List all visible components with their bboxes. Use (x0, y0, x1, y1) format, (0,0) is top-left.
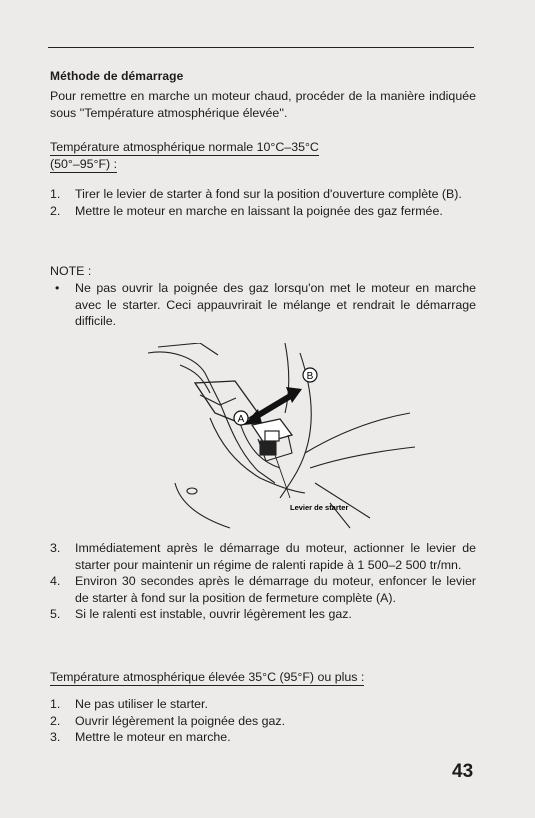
step-number: 4. (50, 574, 61, 588)
high-steps-list (50, 696, 476, 746)
note-label: NOTE : (50, 264, 92, 278)
step-number: 1. (50, 697, 61, 711)
normal-temp-title (50, 139, 319, 172)
label-b: B (306, 371, 314, 382)
list-item (50, 540, 476, 573)
step-text: Immédiatement après le démarrage du moteur, actionner le levier de starter pour maintenir un régime de ralenti rapide à 1 500–2 500 tr/mn. (75, 541, 476, 572)
figure-caption: Levier de starter (290, 503, 349, 512)
normal-temp-title-line1: Température atmosphérique normale 10°C–35°C (50, 140, 319, 154)
top-rule (48, 47, 474, 48)
normal-steps-list (50, 186, 476, 219)
note-bullet-item (50, 280, 476, 330)
page-number: 43 (452, 761, 474, 782)
list-item (50, 186, 476, 203)
list-item (50, 729, 476, 746)
note-text: Ne pas ouvrir la poignée des gaz lorsqu'on met le moteur en marche avec le starter. Ceci appauvrirait le mélange et rendrait le démarrage difficile. (75, 281, 476, 328)
step-text: Tirer le levier de starter à fond sur la position d'ouverture complète (B). (75, 187, 462, 201)
list-item (50, 696, 476, 713)
step-number: 5. (50, 607, 61, 621)
step-text: Ouvrir légèrement la poignée des gaz. (75, 713, 286, 728)
list-item (50, 573, 476, 606)
intro-paragraph: Pour remettre en marche un moteur chaud, procéder de la manière indiquée sous ''Température atmosphérique élevée''. (50, 89, 476, 120)
step-number: 2. (50, 203, 61, 218)
list-item (50, 713, 476, 730)
step-number: 1. (50, 187, 61, 201)
step-text: Ne pas utiliser le starter. (75, 697, 208, 711)
bullet-mark: • (55, 281, 60, 295)
continued-steps-list (50, 540, 476, 623)
step-text: Mettre le moteur en marche en laissant la poignée des gaz fermée. (75, 203, 443, 218)
step-text: Mettre le moteur en marche. (75, 730, 231, 744)
high-temp-title (50, 669, 364, 686)
normal-temp-title-line2: (50°–95°F) : (50, 156, 118, 171)
section-heading: Méthode de démarrage (50, 69, 184, 83)
step-text: Si le ralenti est instable, ouvrir légèrement les gaz. (75, 607, 352, 621)
step-number: 2. (50, 713, 61, 728)
step-number: 3. (50, 730, 61, 744)
label-a: A (237, 414, 245, 425)
high-temp-title-text: Température atmosphérique élevée 35°C (95°F) ou plus : (50, 670, 365, 684)
list-item (50, 606, 476, 623)
step-number: 3. (50, 541, 61, 555)
step-text: Environ 30 secondes après le démarrage du moteur, enfoncer le levier de starter à fond sur la position de fermeture complète (A). (75, 574, 476, 605)
list-item (50, 203, 476, 220)
starter-lever-illustration (140, 343, 420, 533)
